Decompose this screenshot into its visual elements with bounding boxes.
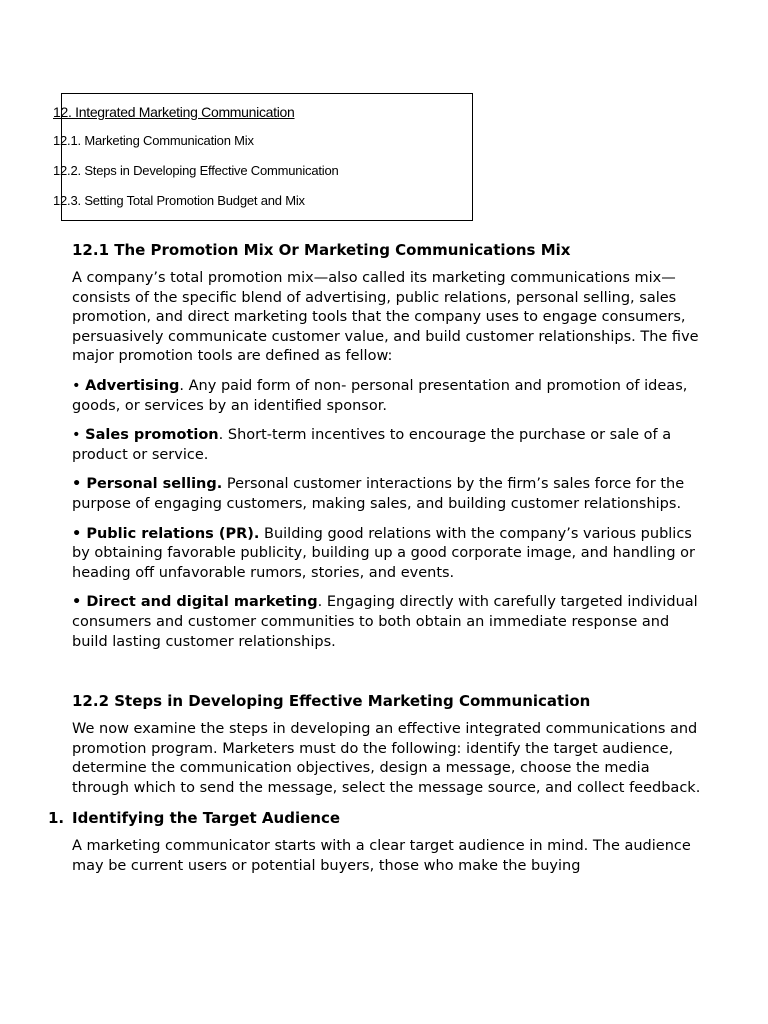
table-of-contents	[53, 104, 493, 223]
tool-public-relations	[72, 525, 704, 584]
toc-item: 12.2. Steps in Developing Effective Communication	[53, 163, 339, 178]
target-audience-text: A marketing communicator starts with a clear target audience in mind. The audience may be current users or potential buyers, those who make the buying	[72, 838, 691, 875]
tool-term: Sales promotion	[85, 427, 219, 444]
section-heading-steps: 12.2 Steps in Developing Effective Marketing Communication	[72, 692, 591, 711]
tool-definition: . Short-term incentives to encourage the purchase or sale of a product or service.	[72, 427, 672, 463]
tool-definition: Building good relations with the company’s various publics by obtaining favorable publicity, building up a good corporate image, and handling or heading off unfavorable rumors, stories, and events.	[72, 525, 696, 581]
section-heading-promotion-mix: 12.1 The Promotion Mix Or Marketing Communications Mix	[72, 241, 571, 259]
bullet: •	[72, 525, 87, 542]
tool-term: Direct and digital marketing	[86, 594, 318, 611]
toc-title: 12. Integrated Marketing Communication	[53, 104, 295, 120]
bullet: •	[72, 427, 86, 444]
tool-term: Personal selling.	[86, 476, 223, 493]
tool-advertising	[72, 377, 704, 416]
step-heading-text: Identifying the Target Audience	[72, 809, 341, 828]
step-number: 1.	[48, 809, 65, 828]
bullet: •	[72, 594, 87, 611]
tool-definition: Personal customer interactions by the firm’s sales force for the purpose of engaging customers, making sales, and building customer relationships.	[72, 476, 685, 512]
tool-term: Advertising	[85, 377, 180, 394]
tool-sales-promotion	[72, 426, 704, 465]
tool-term: Public relations (PR).	[86, 525, 260, 542]
document-body	[48, 240, 704, 887]
step-heading-target-audience	[48, 808, 704, 828]
promotion-mix-intro: A company’s total promotion mix—also called its marketing communications mix—consists of the specific blend of advertising, public relations, personal selling, sales promotion, and direct marketing tools that the company uses to engage consumers, persuasively communicate customer value, and build customer relationships. The five major promotion tools are defined as fellow:	[72, 270, 699, 365]
tool-personal-selling	[72, 475, 704, 514]
tool-definition: . Any paid form of non- personal presentation and promotion of ideas, goods, or services by an identified sponsor.	[72, 377, 688, 414]
steps-intro: We now examine the steps in developing an effective integrated communications and promotion program. Marketers must do the following: identify the target audience, determine the communication objectives, design a message, choose the media through which to send the message, select the message source, and collect feedback.	[72, 721, 701, 796]
bullet: •	[72, 476, 87, 493]
toc-item: 12.3. Setting Total Promotion Budget and Mix	[53, 193, 305, 208]
bullet: •	[72, 377, 86, 394]
tool-direct-digital-marketing	[72, 593, 704, 652]
section-spacer	[72, 662, 704, 691]
toc-item: 12.1. Marketing Communication Mix	[53, 133, 254, 148]
tool-definition: . Engaging directly with carefully targeted individual consumers and customer communities to both obtain an immediate response and build lasting customer relationships.	[72, 594, 698, 650]
